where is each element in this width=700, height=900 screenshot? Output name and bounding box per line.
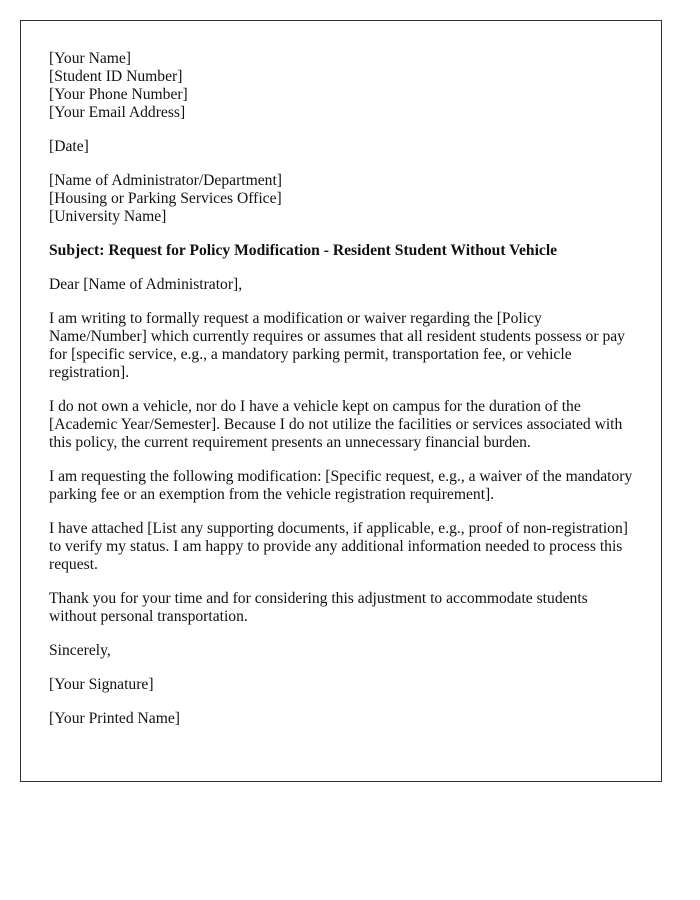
date-block	[49, 138, 635, 156]
recipient-name: [Name of Administrator/Department]	[49, 172, 282, 189]
salutation: Dear [Name of Administrator],	[49, 276, 243, 293]
body-paragraph-3: I am requesting the following modification: [Specific request, e.g., a waiver of the mandatory parking fee or an exemption from the vehicle registration requirement].	[49, 468, 633, 503]
letter-date: [Date]	[49, 138, 89, 155]
sender-phone: [Your Phone Number]	[49, 86, 188, 103]
recipient-block	[49, 172, 635, 226]
letter-page	[20, 20, 662, 782]
subject-line: Subject: Request for Policy Modification - Resident Student Without Vehicle	[49, 242, 558, 259]
printed-name: [Your Printed Name]	[49, 710, 180, 727]
sender-block	[49, 50, 635, 122]
body-paragraph-4: I have attached [List any supporting documents, if applicable, e.g., proof of non-registration] to verify my status. I am happy to provide any additional information needed to process this request.	[49, 520, 628, 573]
body-paragraph-1: I am writing to formally request a modification or waiver regarding the [Policy Name/Number] which currently requires or assumes that all resident students possess or pay for [specific service, e.g., a mandatory parking permit, transportation fee, or vehicle registration].	[49, 310, 625, 381]
body-paragraph-5: Thank you for your time and for considering this adjustment to accommodate students without personal transportation.	[49, 590, 588, 625]
body-paragraph-2: I do not own a vehicle, nor do I have a vehicle kept on campus for the duration of the [Academic Year/Semester]. Because I do not utilize the facilities or services associated with this policy, the current requirement presents an unnecessary financial burden.	[49, 398, 623, 451]
sender-email: [Your Email Address]	[49, 104, 186, 121]
sender-student-id: [Student ID Number]	[49, 68, 183, 85]
recipient-university: [University Name]	[49, 208, 167, 225]
letter-content	[49, 50, 635, 744]
signature: [Your Signature]	[49, 676, 154, 693]
sender-name: [Your Name]	[49, 50, 132, 67]
recipient-office: [Housing or Parking Services Office]	[49, 190, 282, 207]
closing: Sincerely,	[49, 642, 111, 659]
